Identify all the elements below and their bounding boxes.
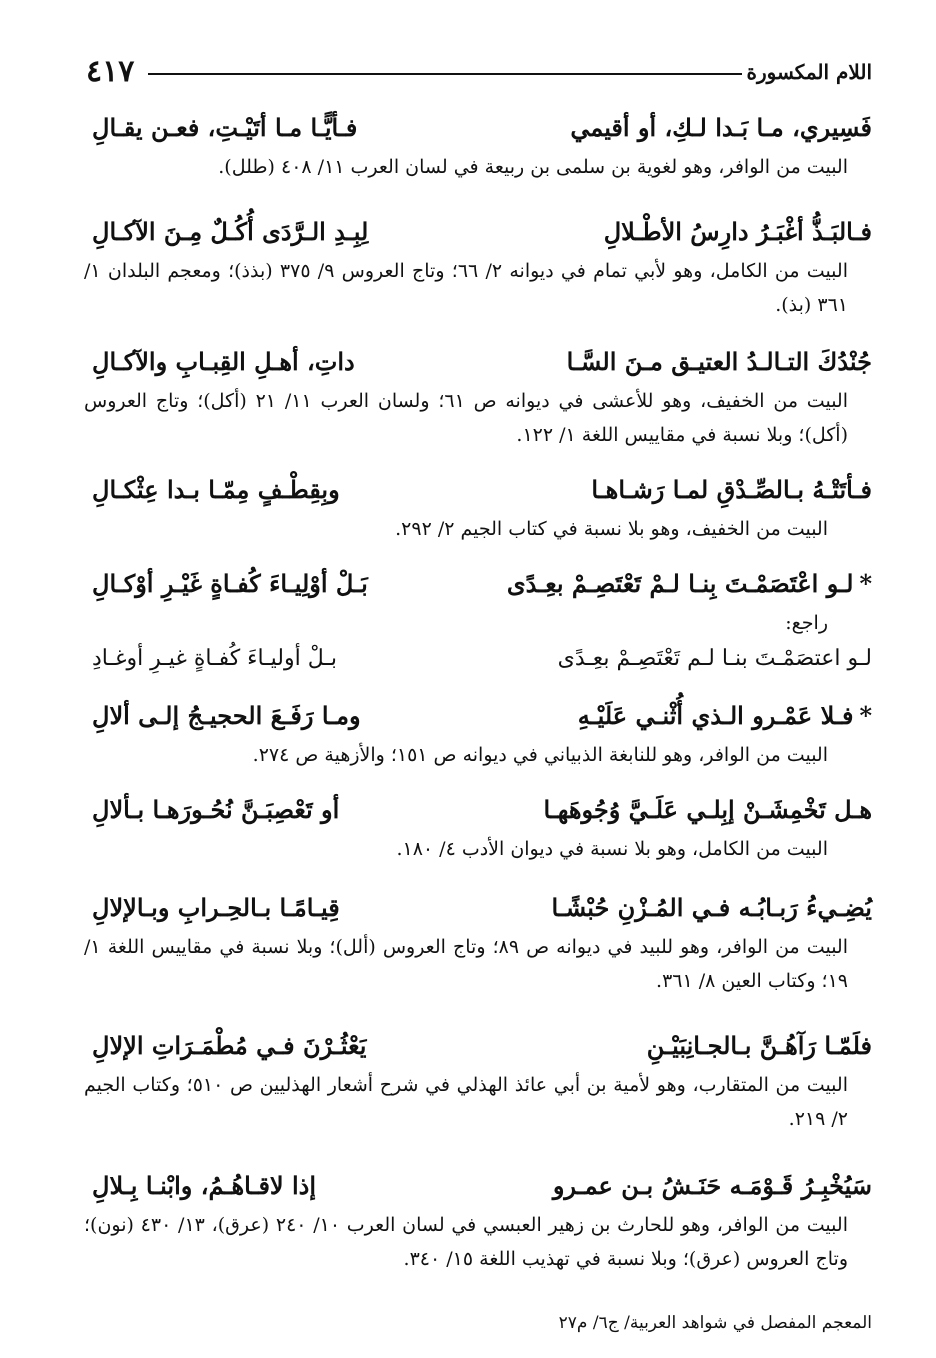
source-note: البيت من المتقارب، وهو لأمية بن أبي عائذ الهذلي في شرح أشعار الهذليين ص ٥١٠؛ وكتاب الجيم ٢/ ٢١٩.: [84, 1074, 848, 1130]
second-hemistich: وبِقِطْـفٍ مِمّـا بـدا عِثْكـالِ: [92, 475, 340, 504]
verse-line: [84, 1164, 872, 1208]
first-hemistich: فلَمّـا رَآهُـنَّ بـالجـانِبَيْـنِ: [646, 1031, 872, 1060]
first-hemistich: فـالبَـذُّ أغْبَـرُ دارِسُ الأطْـلالِ: [603, 217, 872, 246]
second-hemistich: لِبِـدِ الـرَّدَى أُكُـلٌ مِـنَ الآكـالِ: [92, 217, 369, 246]
verse-line: [84, 694, 872, 738]
verse-line: [84, 340, 872, 384]
verse-entry: [84, 468, 872, 546]
source-note: البيت من الوافر، وهو للحارث بن زهير العبسي في لسان العرب ١٠/ ٢٤٠ (عرق)، ١٣/ ٤٣٠ (نون)؛ وتاج العروس (عرق)؛ وبلا نسبة في تهذيب اللغة ١٥/ ٣٤٠.: [84, 1214, 848, 1270]
verse-entry: [84, 106, 872, 184]
verse-line: [84, 106, 872, 150]
reference-first-hemistich: لـو اعتصَمْـتَ بنـا لـم تَعْتَصِـمْ بعِـدًى: [557, 646, 872, 671]
verse-line: [84, 468, 872, 512]
running-head: اللام المكسورة: [746, 60, 872, 84]
verse-entry: [84, 210, 872, 322]
second-hemistich: قِيـامًـا بـالحِـرابِ وبـالإلالِ: [92, 893, 340, 922]
verse-line: [84, 562, 872, 606]
first-hemistich: سَيُخْبِـرُ قَـوْمَـه حَنَـشُ بـن عمـرو: [552, 1171, 872, 1200]
reference-verse-line: [84, 640, 872, 678]
see-also-label: راجع:: [785, 612, 828, 634]
page-header: [86, 52, 872, 92]
source-note: البيت من الكامل، وهو لأبي تمام في ديوانه ٢/ ٦٦؛ وتاج العروس ٩/ ٣٧٥ (بذذ)؛ ومعجم البلدان ١/ ٣٦١ (بذ).: [84, 260, 848, 316]
verse-entry: [84, 340, 872, 452]
reference-second-hemistich: بـلْ أوليـاءَ كُفـاةٍ غيـرِ أوغـادِ: [92, 646, 337, 671]
first-hemistich: هـل تَخْمِشَـنْ إبِلـي عَلَـيَّ وُجُوهَهـا: [543, 795, 872, 824]
first-hemistich: [578, 694, 872, 738]
first-hemistich: فـأتَتْـهُ بـالصِّـدْقِ لمـا رَشـاهـا: [591, 475, 872, 504]
first-hemistich: [507, 562, 872, 606]
verse-entry: [84, 1024, 872, 1136]
volume-footer: المعجم المفصل في شواهد العربية/ ج٦/ م٢٧: [558, 1313, 872, 1333]
source-note: البيت من الخفيف، وهو بلا نسبة في كتاب الجيم ٢/ ٢٩٢.: [395, 518, 828, 540]
verse-entry: [84, 1164, 872, 1276]
source-note: البيت من الخفيف، وهو للأعشى في ديوانه ص ٦١؛ ولسان العرب ١١/ ٢١ (أكل)؛ وتاج العروس (أكل)؛ وبلا نسبة في مقاييس اللغة ١/ ١٢٢.: [84, 390, 848, 446]
second-hemistich: إذا لاقـاهُـمُ، وابْنـا بِـلالِ: [92, 1171, 316, 1200]
source-note: البيت من الكامل، وهو بلا نسبة في ديوان الأدب ٤/ ١٨٠.: [396, 838, 828, 860]
second-hemistich: أو تَعْصِبَـنَّ نُحُـورَهـا بـألالِ: [92, 795, 340, 824]
first-hemistich-text: لـو اعْتَصَمْـتَ بِنـا لـمْ تَعْتَصِـمْ بعِـدًى: [506, 569, 854, 598]
verse-entry: [84, 694, 872, 772]
verse-entry: [84, 562, 872, 678]
second-hemistich: فـأيًّـا مـا أتَيْـتِ، فعـن يقـالِ: [92, 113, 358, 142]
star-mark: *: [859, 569, 872, 598]
page-number: ٤١٧: [86, 54, 135, 89]
verse-entry: [84, 886, 872, 998]
first-hemistich: جُنْدُكَ التـالـدُ العتيـق مـنَ السَّـا: [566, 347, 872, 376]
second-hemistich: يَعْثُـرْنَ فـي مُطْمَـرَاتِ الإلالِ: [92, 1031, 367, 1060]
second-hemistich: ومـا رَفَـعَ الحجيـجُ إلـى ألالِ: [92, 701, 361, 730]
source-note: البيت من الوافر، وهو لغوية بن سلمى بن ربيعة في لسان العرب ١١/ ٤٠٨ (طلل).: [218, 156, 848, 178]
star-mark: *: [859, 701, 872, 730]
second-hemistich: بَـلْ أوْلِيـاءَ كُفـاةٍ غَيْـرِ أوْكـالِ: [92, 569, 368, 598]
verse-line: [84, 1024, 872, 1068]
verse-line: [84, 886, 872, 930]
verse-line: [84, 788, 872, 832]
first-hemistich: فَسِيري، مـا بَـدا لـكِ، أو أقيمي: [570, 113, 872, 142]
header-rule: [148, 73, 742, 75]
verse-line: [84, 210, 872, 254]
second-hemistich: داتِ، أهـلِ القِبـابِ والآكـالِ: [92, 347, 355, 376]
source-note: البيت من الوافر، وهو للنابغة الذبياني في ديوانه ص ١٥١؛ والأزهية ص ٢٧٤.: [252, 744, 828, 766]
first-hemistich: يُضِـيءُ رَبـابُـه فـي المُـزْنِ حُبْشًـا: [551, 893, 872, 922]
verse-entry: [84, 788, 872, 866]
first-hemistich-text: فـلا عَمْـرو الـذي أُثْنـي عَلَيْـهِ: [577, 701, 854, 730]
source-note: البيت من الوافر، وهو للبيد في ديوانه ص ٨٩؛ وتاج العروس (ألل)؛ وبلا نسبة في مقاييس اللغة ١/ ١٩؛ وكتاب العين ٨/ ٣٦١.: [84, 936, 848, 992]
